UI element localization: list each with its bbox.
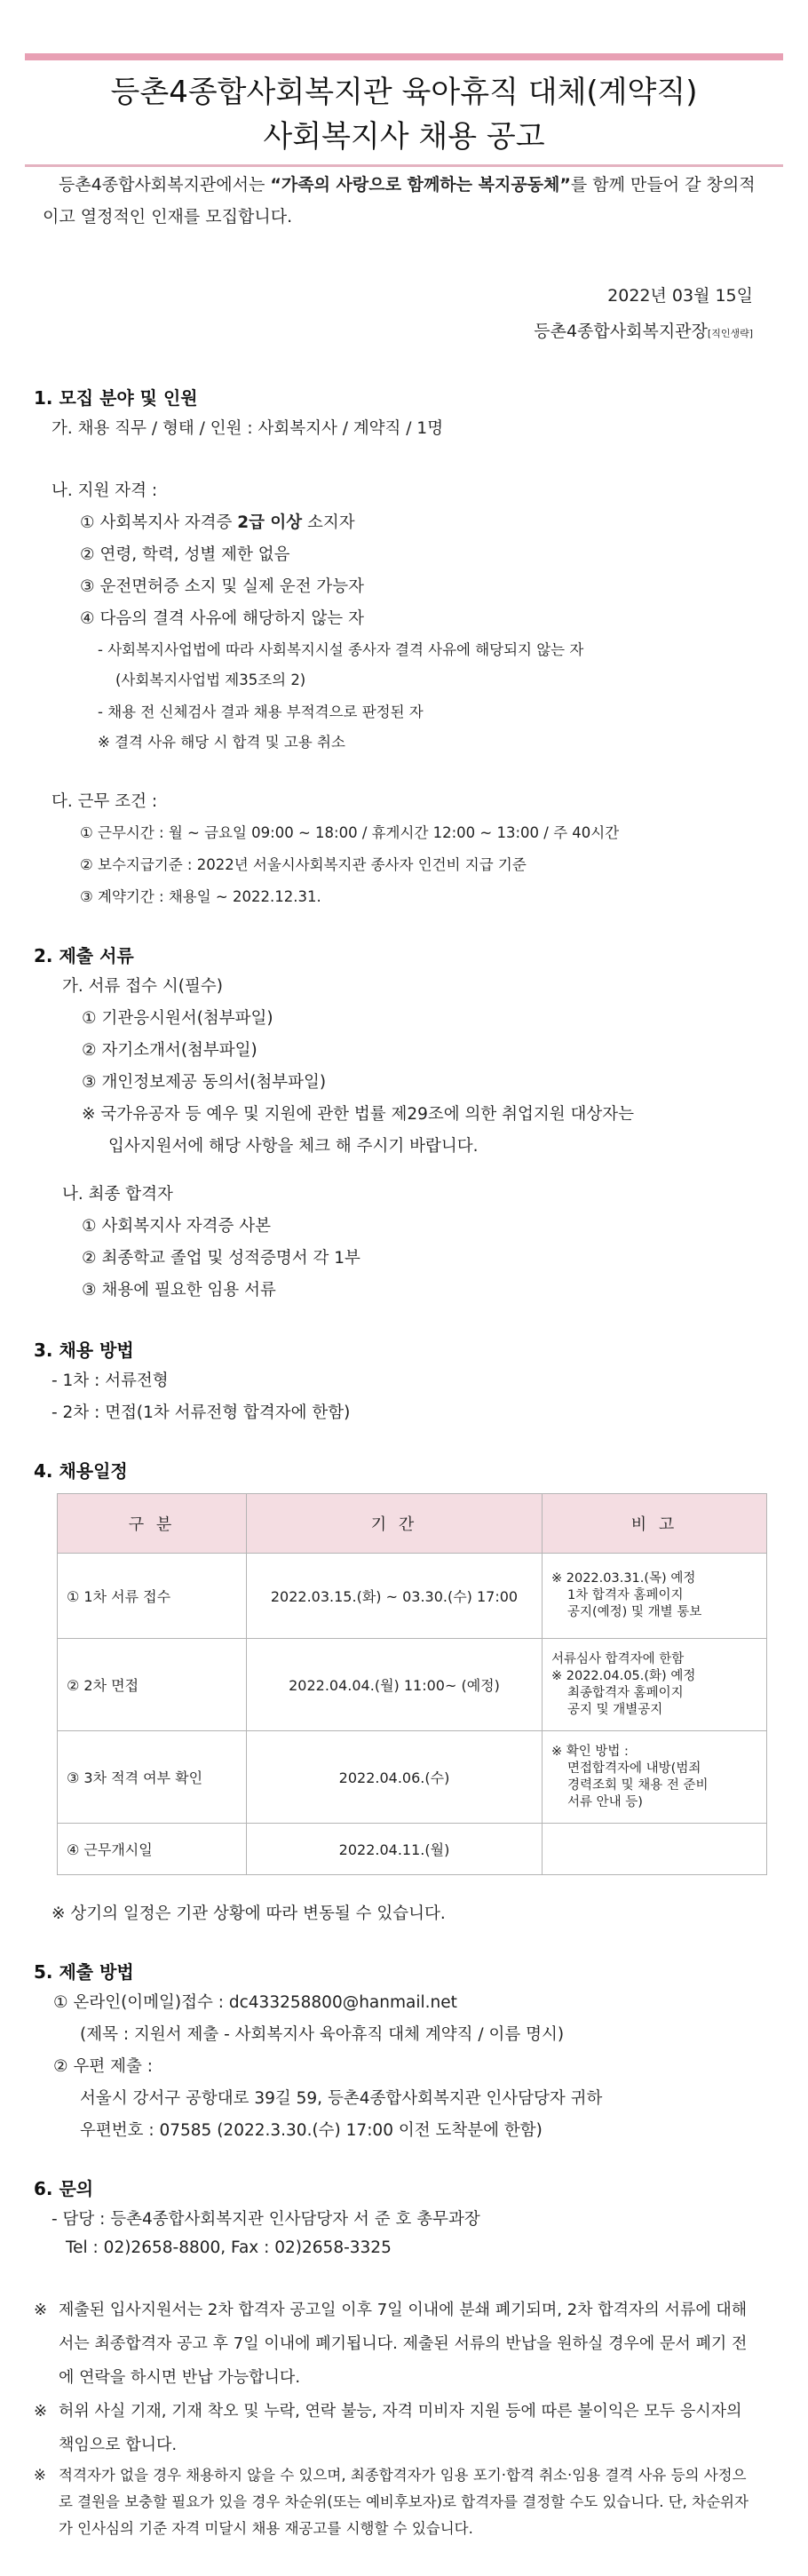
note-mark: ※ (34, 2402, 48, 2421)
s2-ga-item3: ③ 개인정보제공 동의서(첨부파일) (82, 1073, 327, 1092)
schedule-header-row (58, 1494, 767, 1554)
title-top-bar (25, 53, 783, 60)
s1-na-item7: - 채용 전 신체검사 결과 채용 부적격으로 판정된 자 (98, 704, 424, 720)
s1-da-item1: ① 근무시간 : 월 ~ 금요일 09:00 ~ 18:00 / 휴게시간 12:00 ~ 13:00 / 주 40시간 (80, 824, 620, 841)
s5-line4: 서울시 강서구 공항대로 39길 59, 등촌4종합사회복지관 인사담당자 귀하 (80, 2089, 603, 2108)
note-item (34, 2462, 760, 2542)
note-line: 공지(예정) 및 개별 통보 (567, 1605, 702, 1619)
s2-ga-item5: 입사지원서에 해당 사항을 체크 해 주시기 바랍니다. (108, 1137, 479, 1156)
s3-item1: - 1차 : 서류전형 (51, 1371, 169, 1390)
note-line: ※ 2022.04.05.(화) 예정 (551, 1668, 696, 1683)
period-cell: 2022.03.15.(화) ~ 03.30.(수) 17:00 (247, 1554, 543, 1639)
stage-cell: ④ 근무개시일 (58, 1824, 247, 1875)
s2-na-item2: ② 최종학교 졸업 및 성적증명서 각 1부 (82, 1249, 360, 1268)
s1-na-item2: ② 연령, 학력, 성별 제한 없음 (80, 545, 290, 564)
issuer-line (534, 318, 753, 342)
col-stage: 구 분 (58, 1494, 247, 1554)
s5-line3: ② 우편 제출 : (53, 2057, 153, 2076)
note-item (34, 2395, 760, 2462)
table-row (58, 1554, 767, 1639)
s1-da-item3: ③ 계약기간 : 채용일 ~ 2022.12.31. (80, 888, 321, 905)
note-line: 경력조회 및 채용 전 준비 (567, 1777, 709, 1793)
period-cell: 2022.04.06.(수) (247, 1731, 543, 1824)
title-bottom-bar (25, 164, 783, 167)
note-line: ※ 2022.03.31.(목) 예정 (551, 1571, 696, 1586)
s5-line2: (제목 : 지원서 제출 - 사회복지사 육아휴직 대체 계약직 / 이름 명시) (80, 2025, 565, 2044)
s5-line5: 우편번호 : 07585 (2022.3.30.(수) 17:00 이전 도착분에 한함) (80, 2121, 543, 2140)
s1-na-item4: ④ 다음의 결격 사유에 해당하지 않는 자 (80, 609, 364, 628)
col-period: 기 간 (247, 1494, 543, 1554)
intro-paragraph (43, 169, 771, 233)
s2-ga-item4: ※ 국가유공자 등 예우 및 지원에 관한 법률 제29조에 의한 취업지원 대상자는 (82, 1105, 634, 1124)
note-item (34, 2294, 760, 2395)
s1-ga-line: 가. 채용 직무 / 형태 / 인원 : 사회복지사 / 계약직 / 1명 (51, 419, 444, 438)
s2-ga-item2: ② 자기소개서(첨부파일) (82, 1041, 257, 1060)
stage-cell: ① 1차 서류 접수 (58, 1554, 247, 1639)
issuer-name: 등촌4종합사회복지관장 (534, 322, 708, 341)
stage-cell: ② 2차 면접 (58, 1639, 247, 1731)
s3-item2: - 2차 : 면접(1차 서류전형 합격자에 한함) (51, 1403, 351, 1422)
s2-na-item3: ③ 채용에 필요한 임용 서류 (82, 1281, 276, 1300)
period-cell: 2022.04.04.(월) 11:00~ (예정) (247, 1639, 543, 1731)
s2-ga-heading: 가. 서류 접수 시(필수) (62, 977, 223, 996)
s6-line1: - 담당 : 등촌4종합사회복지관 인사담당자 서 준 호 총무과장 (51, 2210, 480, 2229)
seal-note: [직인생략] (707, 328, 753, 339)
s2-na-heading: 나. 최종 합격자 (62, 1185, 173, 1204)
section5-heading: 5. 제출 방법 (34, 1961, 134, 1983)
s1-na-item6: (사회복지사업법 제35조의 2) (115, 672, 306, 688)
section1-heading: 1. 모집 분야 및 인원 (34, 387, 198, 409)
note-cell (543, 1824, 767, 1875)
note-line: 서류심사 합격자에 한함 (551, 1651, 685, 1666)
s1-na-item8: ※ 결격 사유 해당 시 합격 및 고용 취소 (98, 734, 345, 751)
s2-ga-item1: ① 기관응시원서(첨부파일) (82, 1009, 273, 1028)
s1-na-item3: ③ 운전면허증 소지 및 실제 운전 가능자 (80, 577, 364, 596)
s1-da-heading: 다. 근무 조건 : (51, 792, 158, 811)
note-line: ※ 확인 방법 : (551, 1744, 629, 1759)
note-text: 허위 사실 기재, 기재 착오 및 누락, 연락 불능, 자격 미비자 지원 등에 따른 불이익은 모두 응시자의 책임으로 합니다. (59, 2402, 742, 2454)
note-line: 최종합격자 홈페이지 (567, 1685, 684, 1700)
s1-na-item1: ① 사회복지사 자격증 2급 이상 소지자 (80, 513, 355, 532)
table-row (58, 1639, 767, 1731)
s2-na-item1: ① 사회복지사 자격증 사본 (82, 1217, 271, 1236)
schedule-table (57, 1493, 767, 1875)
note-mark: ※ (34, 2301, 48, 2319)
s1-da-item2: ② 보수지급기준 : 2022년 서울시사회복지관 종사자 인건비 지급 기준 (80, 856, 527, 873)
note-text: 제출된 입사지원서는 2차 합격자 공고일 이후 7일 이내에 분쇄 폐기되며, 2차 합격자의 서류에 대해서는 최종합격자 공고 후 7일 이내에 폐기됩니다. 제출된 서류의 반납을 원하실 경우에 문서 폐기 전에 연락을 하시면 반납 가능합니다. (59, 2301, 748, 2387)
intro-pre: 등촌4종합사회복지관에서는 (59, 175, 271, 195)
s1-na-item5: - 사회복지사업법에 따라 사회복지시설 종사자 결격 사유에 해당되지 않는 자 (98, 641, 584, 658)
table-row (58, 1824, 767, 1875)
period-cell: 2022.04.11.(월) (247, 1824, 543, 1875)
note-line: 공지 및 개별공지 (567, 1702, 663, 1717)
schedule-footnote: ※ 상기의 일정은 기관 상황에 따라 변동될 수 있습니다. (51, 1904, 446, 1923)
note-cell (543, 1639, 767, 1731)
notice-title-line2: 사회복지사 채용 공고 (263, 119, 545, 155)
note-line: 1차 합격자 홈페이지 (567, 1588, 684, 1602)
notice-title-line1: 등촌4종합사회복지관 육아휴직 대체(계약직) (110, 75, 698, 110)
notice-date: 2022년 03월 15일 (607, 286, 753, 306)
s5-line1: ① 온라인(이메일)접수 : dc433258800@hanmail.net (53, 1993, 457, 2012)
intro-post: 를 함께 만들어 갈 창의적이고 열정적인 인재를 모집합니다. (43, 175, 756, 227)
section2-heading: 2. 제출 서류 (34, 945, 134, 966)
section4-heading: 4. 채용일정 (34, 1460, 128, 1482)
note-text: 적격자가 없을 경우 채용하지 않을 수 있으며, 최종합격자가 임용 포기·합격 취소·임용 결격 사유 등의 사정으로 결원을 보충할 필요가 있을 경우 차순위(또는 예비후보자)로 합격자를 결정할 수도 있습니다. 단, 차순위자가 인사심의 기준 자격 미달시 채용 재공고를 시행할 수 있습니다. (59, 2467, 749, 2537)
s6-line2: Tel : 02)2658-8800, Fax : 02)2658-3325 (66, 2238, 392, 2257)
intro-highlight: “가족의 사랑으로 함께하는 복지공동체” (270, 175, 571, 195)
note-cell (543, 1731, 767, 1824)
note-line: 서류 안내 등) (567, 1794, 643, 1809)
note-mark: ※ (34, 2467, 46, 2484)
col-note: 비 고 (543, 1494, 767, 1554)
table-row (58, 1731, 767, 1824)
note-line: 면접합격자에 내방(범죄 (567, 1761, 701, 1776)
section3-heading: 3. 채용 방법 (34, 1340, 134, 1361)
stage-cell: ③ 3차 적격 여부 확인 (58, 1731, 247, 1824)
note-cell (543, 1554, 767, 1639)
section6-heading: 6. 문의 (34, 2178, 94, 2199)
s1-na-heading: 나. 지원 자격 : (51, 481, 158, 500)
